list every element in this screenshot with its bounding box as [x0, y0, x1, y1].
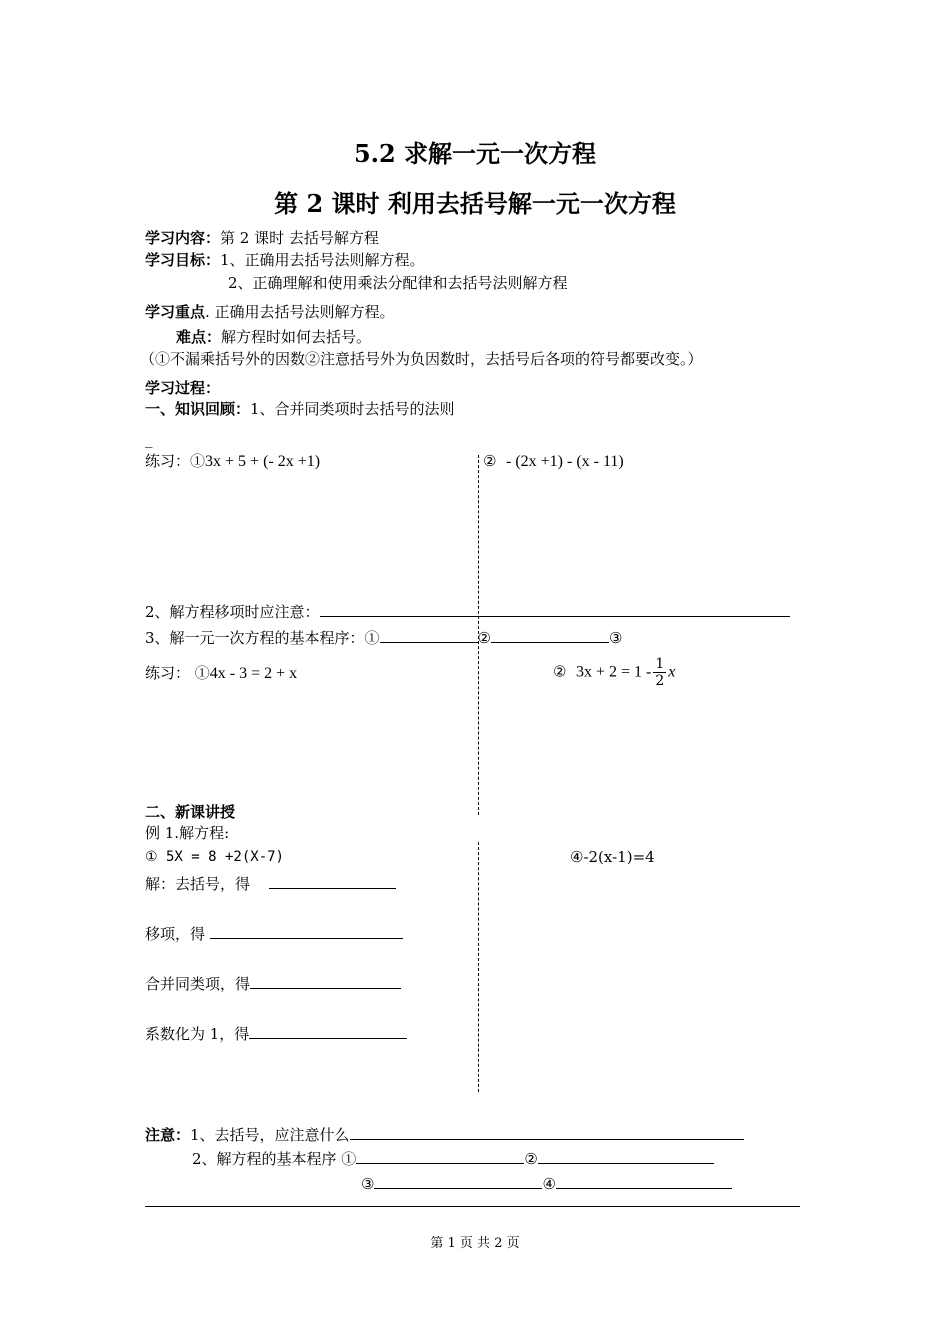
- bottom-rule: [145, 1206, 800, 1207]
- practice-3-label: 练习： ①: [145, 664, 210, 682]
- new-lesson-label: 二、新课讲授: [145, 803, 236, 821]
- difficulty-text: 解方程时如何去括号。: [221, 328, 372, 346]
- fraction-denominator: 2: [655, 673, 665, 689]
- content-line: [145, 229, 379, 247]
- goal-line: [145, 251, 425, 269]
- content-label: 学习内容：: [145, 229, 221, 247]
- step-1-line: [145, 874, 396, 893]
- move-terms-text: 2、解方程移项时应注意：: [145, 603, 320, 621]
- notes-label: 注意：: [145, 1126, 191, 1144]
- procedure-blank-1: [380, 628, 478, 643]
- practice-2-expr: - (2x +1) - (x - 11): [506, 453, 624, 470]
- difficulty-line: [176, 328, 371, 346]
- content-text: 第 2 课时 去括号解方程: [220, 229, 379, 247]
- procedure-blank-2: [491, 628, 609, 643]
- step-4-blank: [249, 1024, 407, 1039]
- step-3-blank: [250, 974, 401, 989]
- equation-1: ① 5X = 8 +2(X-7): [145, 849, 284, 865]
- review-1: 1、合并同类项时去括号的法则: [250, 400, 455, 418]
- practice-3-expr: 4x - 3 = 2 + x: [209, 665, 298, 682]
- focus-line: [145, 303, 395, 321]
- page-subtitle: 第 2 课时 利用去括号解一元一次方程: [274, 189, 676, 218]
- practice-4-var: x: [668, 663, 676, 681]
- practice-2: [483, 452, 624, 471]
- review-line: [145, 400, 455, 418]
- procedure-text: 3、解一元一次方程的基本程序：①: [145, 629, 380, 647]
- step-3-line: [145, 974, 401, 993]
- practice-1-label: 练习：①: [145, 452, 206, 470]
- move-terms-line: [145, 602, 790, 621]
- page-footer: 第 1 页 共 2 页: [430, 1236, 520, 1251]
- difficulty-note: （①不漏乘括号外的因数②注意括号外为负因数时，去括号后各项的符号都要改变。）: [140, 350, 703, 368]
- step-4-text: 系数化为 1，得: [145, 1025, 250, 1043]
- practice-1-expr: 3x + 5 + (- 2x +1): [205, 453, 321, 470]
- practice-4-fraction: [653, 656, 666, 689]
- practice-1: [145, 452, 320, 471]
- notes-line-3: [361, 1174, 732, 1193]
- divider-bottom: [478, 842, 479, 1092]
- step-3-text: 合并同类项，得: [145, 975, 251, 993]
- goal-label: 学习目标：: [145, 251, 221, 269]
- procedure-circle-2: ②: [477, 629, 491, 647]
- practice-4: [553, 656, 675, 689]
- practice-4-label: ②: [553, 662, 567, 681]
- practice-3: [145, 664, 297, 683]
- notes-blank-5: [556, 1174, 732, 1189]
- difficulty-label: 难点：: [176, 328, 222, 346]
- goal-1: 1、正确用去括号法则解方程。: [220, 251, 425, 269]
- procedure-line: [145, 628, 622, 647]
- practice-2-label: ②: [483, 452, 497, 470]
- notes-blank-2: [356, 1149, 524, 1164]
- step-4-line: [145, 1024, 407, 1043]
- review-label: 一、知识回顾：: [145, 400, 251, 418]
- step-1-text: 解：去括号，得: [145, 875, 251, 893]
- equation-4: ④-2(x-1)=4: [570, 848, 655, 866]
- dash-mark: _: [145, 430, 153, 448]
- fraction-numerator: 1: [655, 656, 665, 672]
- example-label: 例 1.解方程:: [145, 824, 230, 842]
- focus-label: 学习重点: [145, 303, 206, 321]
- practice-4-lhs: 3x + 2 = 1 -: [576, 663, 652, 681]
- process-label: 学习过程：: [145, 379, 221, 397]
- step-2-text: 移项，得: [145, 925, 206, 943]
- notes-line-2: [192, 1149, 714, 1168]
- notes-circle-4: ④: [542, 1175, 556, 1193]
- notes-circle-2: ②: [524, 1150, 538, 1168]
- procedure-circle-3: ③: [609, 629, 623, 647]
- notes-blank-4: [374, 1174, 542, 1189]
- notes-line-1: [145, 1125, 744, 1144]
- notes-item-2: 2、解方程的基本程序 ①: [192, 1150, 357, 1168]
- page-title: 5.2 求解一元一次方程: [353, 139, 597, 168]
- step-1-blank: [269, 874, 396, 889]
- notes-circle-3: ③: [361, 1175, 375, 1193]
- notes-blank-3: [538, 1149, 714, 1164]
- step-2-blank: [210, 924, 403, 939]
- notes-item-1: 1、去括号，应注意什么: [190, 1126, 350, 1144]
- goal-2: 2、正确理解和使用乘法分配律和去括号法则解方程: [228, 274, 568, 292]
- move-terms-blank: [320, 602, 790, 617]
- notes-blank-1: [350, 1125, 744, 1140]
- focus-text: . 正确用去括号法则解方程。: [205, 303, 395, 321]
- step-2-line: [145, 924, 403, 943]
